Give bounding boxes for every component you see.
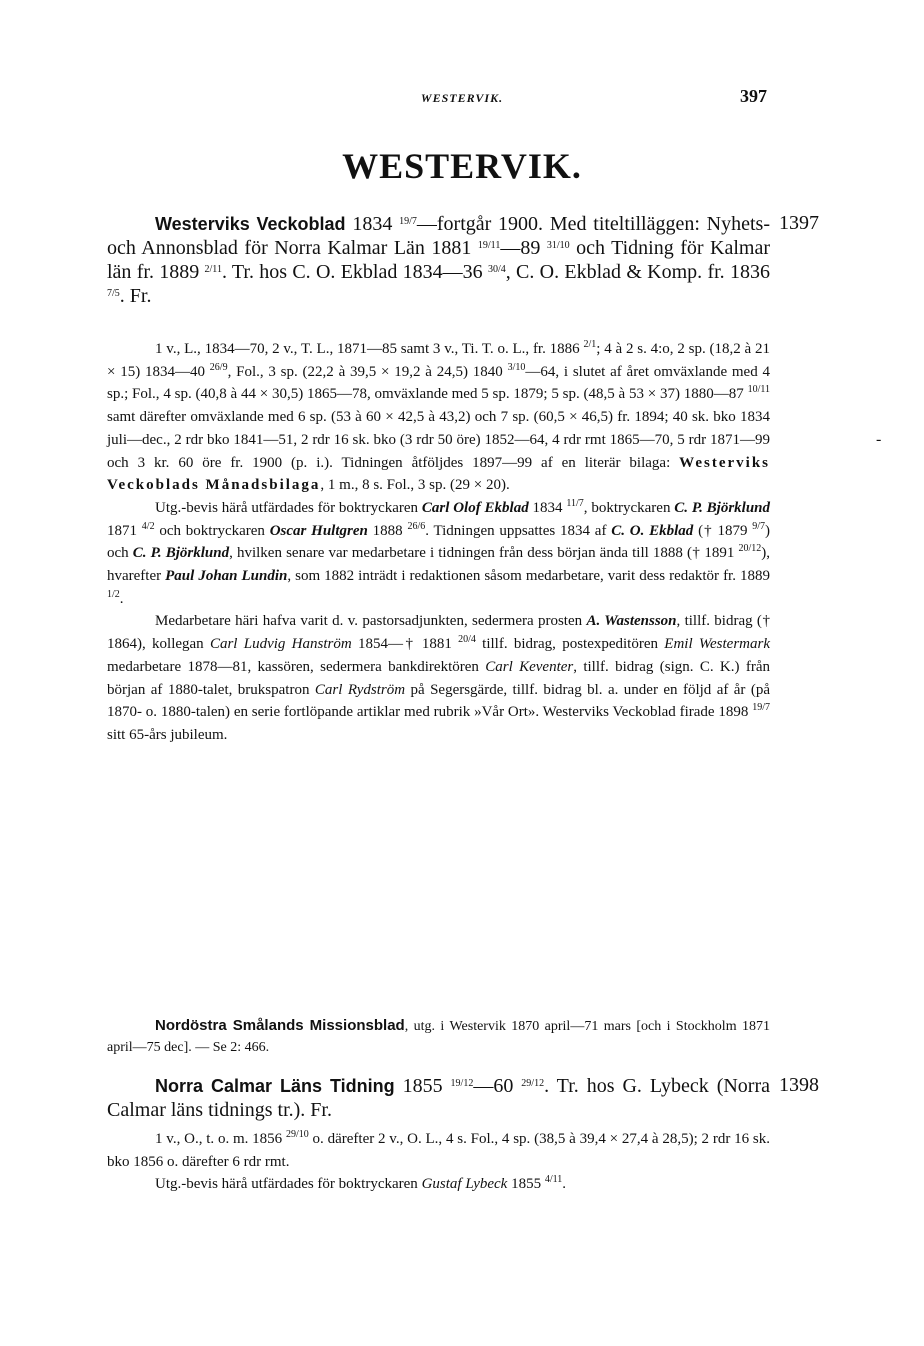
supplement-title: Westerviks Veckoblads Månadsbilaga <box>107 454 770 494</box>
entry-1398-title: Norra Calmar Läns Tidning <box>155 1076 395 1096</box>
page-number: 397 <box>740 86 767 106</box>
entry-1397-intro <box>107 212 770 308</box>
entry-missionsblad-text: Nordöstra Smålands Missionsblad, utg. i Westervik 1870 april—71 mars [och i Stockholm 1871 april—75 dec]. — Se 2: 466. <box>107 1017 770 1055</box>
entry-1397-title: Westerviks Veckoblad <box>155 214 346 234</box>
entry-missionsblad <box>107 1015 770 1058</box>
entry-number-1398: 1398 <box>779 1074 819 1096</box>
entry-1397-intro-text: Westerviks Veckoblad 1834 $^{19/7}$—fortgår 1900. Med titeltilläggen: Nyhets- och Annonsblad för Norra Kalmar Län 1881 $^{19/11}$—89 $^{31/10}$ och Tidning för Kalmar län fr. 1889 $^{2/11}$. Tr. hos C. O. Ekblad 1834—36 $^{30/4}$, C. O. Ekblad & Komp. fr. 1836 $^{7/5}$. Fr. <box>107 213 771 307</box>
entry-1398-utg-text: Utg.-bevis härå utfärdades för boktryckaren Gustaf Lybeck 1855 $^{4/11}$. <box>155 1174 567 1193</box>
entry-1397-utg-text: Utg.-bevis härå utfärdades för boktryckaren Carl Olof Ekblad 1834 $^{11/7}$, boktryckaren C. P. Björklund 1871 $^{4/2}$ och boktryckaren Oscar Hultgren 1888 $^{26/6}$. Tidningen uppsattes 1834 af C. O. Ekblad († 1879 $^{9/7}$) och C. P. Björklund, hvilken senare var medarbetare i tidningen från dess början ända till 1888 († 1891 $^{20/12}$), hvarefter Paul Johan Lundin, som 1882 inträdt i redaktionen såsom medarbetare, varit dess redaktör fr. 1889 $^{1/2}$. <box>107 497 771 607</box>
entry-1397-format <box>107 338 770 747</box>
entry-number-1397: 1397 <box>779 212 819 234</box>
entry-1398-format-text: 1 v., O., t. o. m. 1856 $^{29/10}$ o. därefter 2 v., O. L., 4 s. Fol., 4 sp. (38,5 à 39,4 × 27,4 à 28,5); 2 rdr 16 sk. bko 1856 o. därefter 6 rdr rmt. <box>107 1129 770 1170</box>
entry-1397-contributors-text: Medarbetare häri hafva varit d. v. pastorsadjunkten, sedermera prosten A. Wastensson, tillf. bidrag († 1864), kollegan Carl Ludvig Hanström 1854—† 1881 $^{20/4}$ tillf. bidrag, postexpeditören Emil Westermark medarbetare 1878—81, kassören, sedermera bankdirektören Carl Keventer, tillf. bidrag (sign. C. K.) från början af 1880-talet, brukspatron Carl Rydström på Segersgärde, tillf. bidrag bl. a. under en följd af år (på 1870- o. 1880-talen) en serie fortlöpande artiklar med rubrik »Vår Ort». Westerviks Veckoblad firade 1898 $^{19/7}$ sitt 65-års jubileum. <box>107 613 771 743</box>
entry-1398-intro-text: Norra Calmar Läns Tidning 1855 $^{19/12}$—60 $^{29/12}$. Tr. hos G. Lybeck (Norra Calmar läns tidnings tr.). Fr. <box>107 1075 771 1121</box>
running-head: WESTERVIK. <box>420 91 504 105</box>
margin-mark: - <box>876 431 882 448</box>
entry-1398-format <box>107 1128 770 1196</box>
entry-1397-format-text: 1 v., L., 1834—70, 2 v., T. L., 1871—85 samt 3 v., Ti. T. o. L., fr. 1886 $^{2/1}$; 4 à 2 s. 4:o, 2 sp. (18,2 à 21 × 15) 1834—40 $^{26/9}$, Fol., 3 sp. (22,2 à 39,5 × 19,2 à 24,5) 1840 $^{3/10}$—64, i slutet af året omväxlande med 4 sp.; Fol., 4 sp. (40,8 à 44 × 30,5) 1865—78, omväxlande med 5 sp. 1879; 5 sp. (48,5 à 53 × 37) 1880—87 $^{10/11}$ samt därefter omväxlande med 6 sp. (53 à 60 × 42,5 à 43,2) och 7 sp. (60,5 × 46,5) fr. 1894; 40 sk. bko 1834 juli—dec., 2 rdr bko 1841—51, 2 rdr 16 sk. bko (3 rdr 50 öre) 1852—64, 4 rdr rmt 1865—70, 5 rdr 1871—99 och 3 kr. 60 öre fr. 1900 (p. i.). Tidningen åtföljdes 1897—99 af en literär bilaga: Westerviks Veckoblads Månadsbilaga, 1 m., 8 s. Fol., 3 sp. (29 × 20). <box>107 339 770 494</box>
entry-1398-intro <box>107 1074 770 1122</box>
page-title: WESTERVIK. <box>342 146 582 186</box>
entry-missionsblad-title: Nordöstra Smålands Missionsblad <box>155 1017 405 1034</box>
